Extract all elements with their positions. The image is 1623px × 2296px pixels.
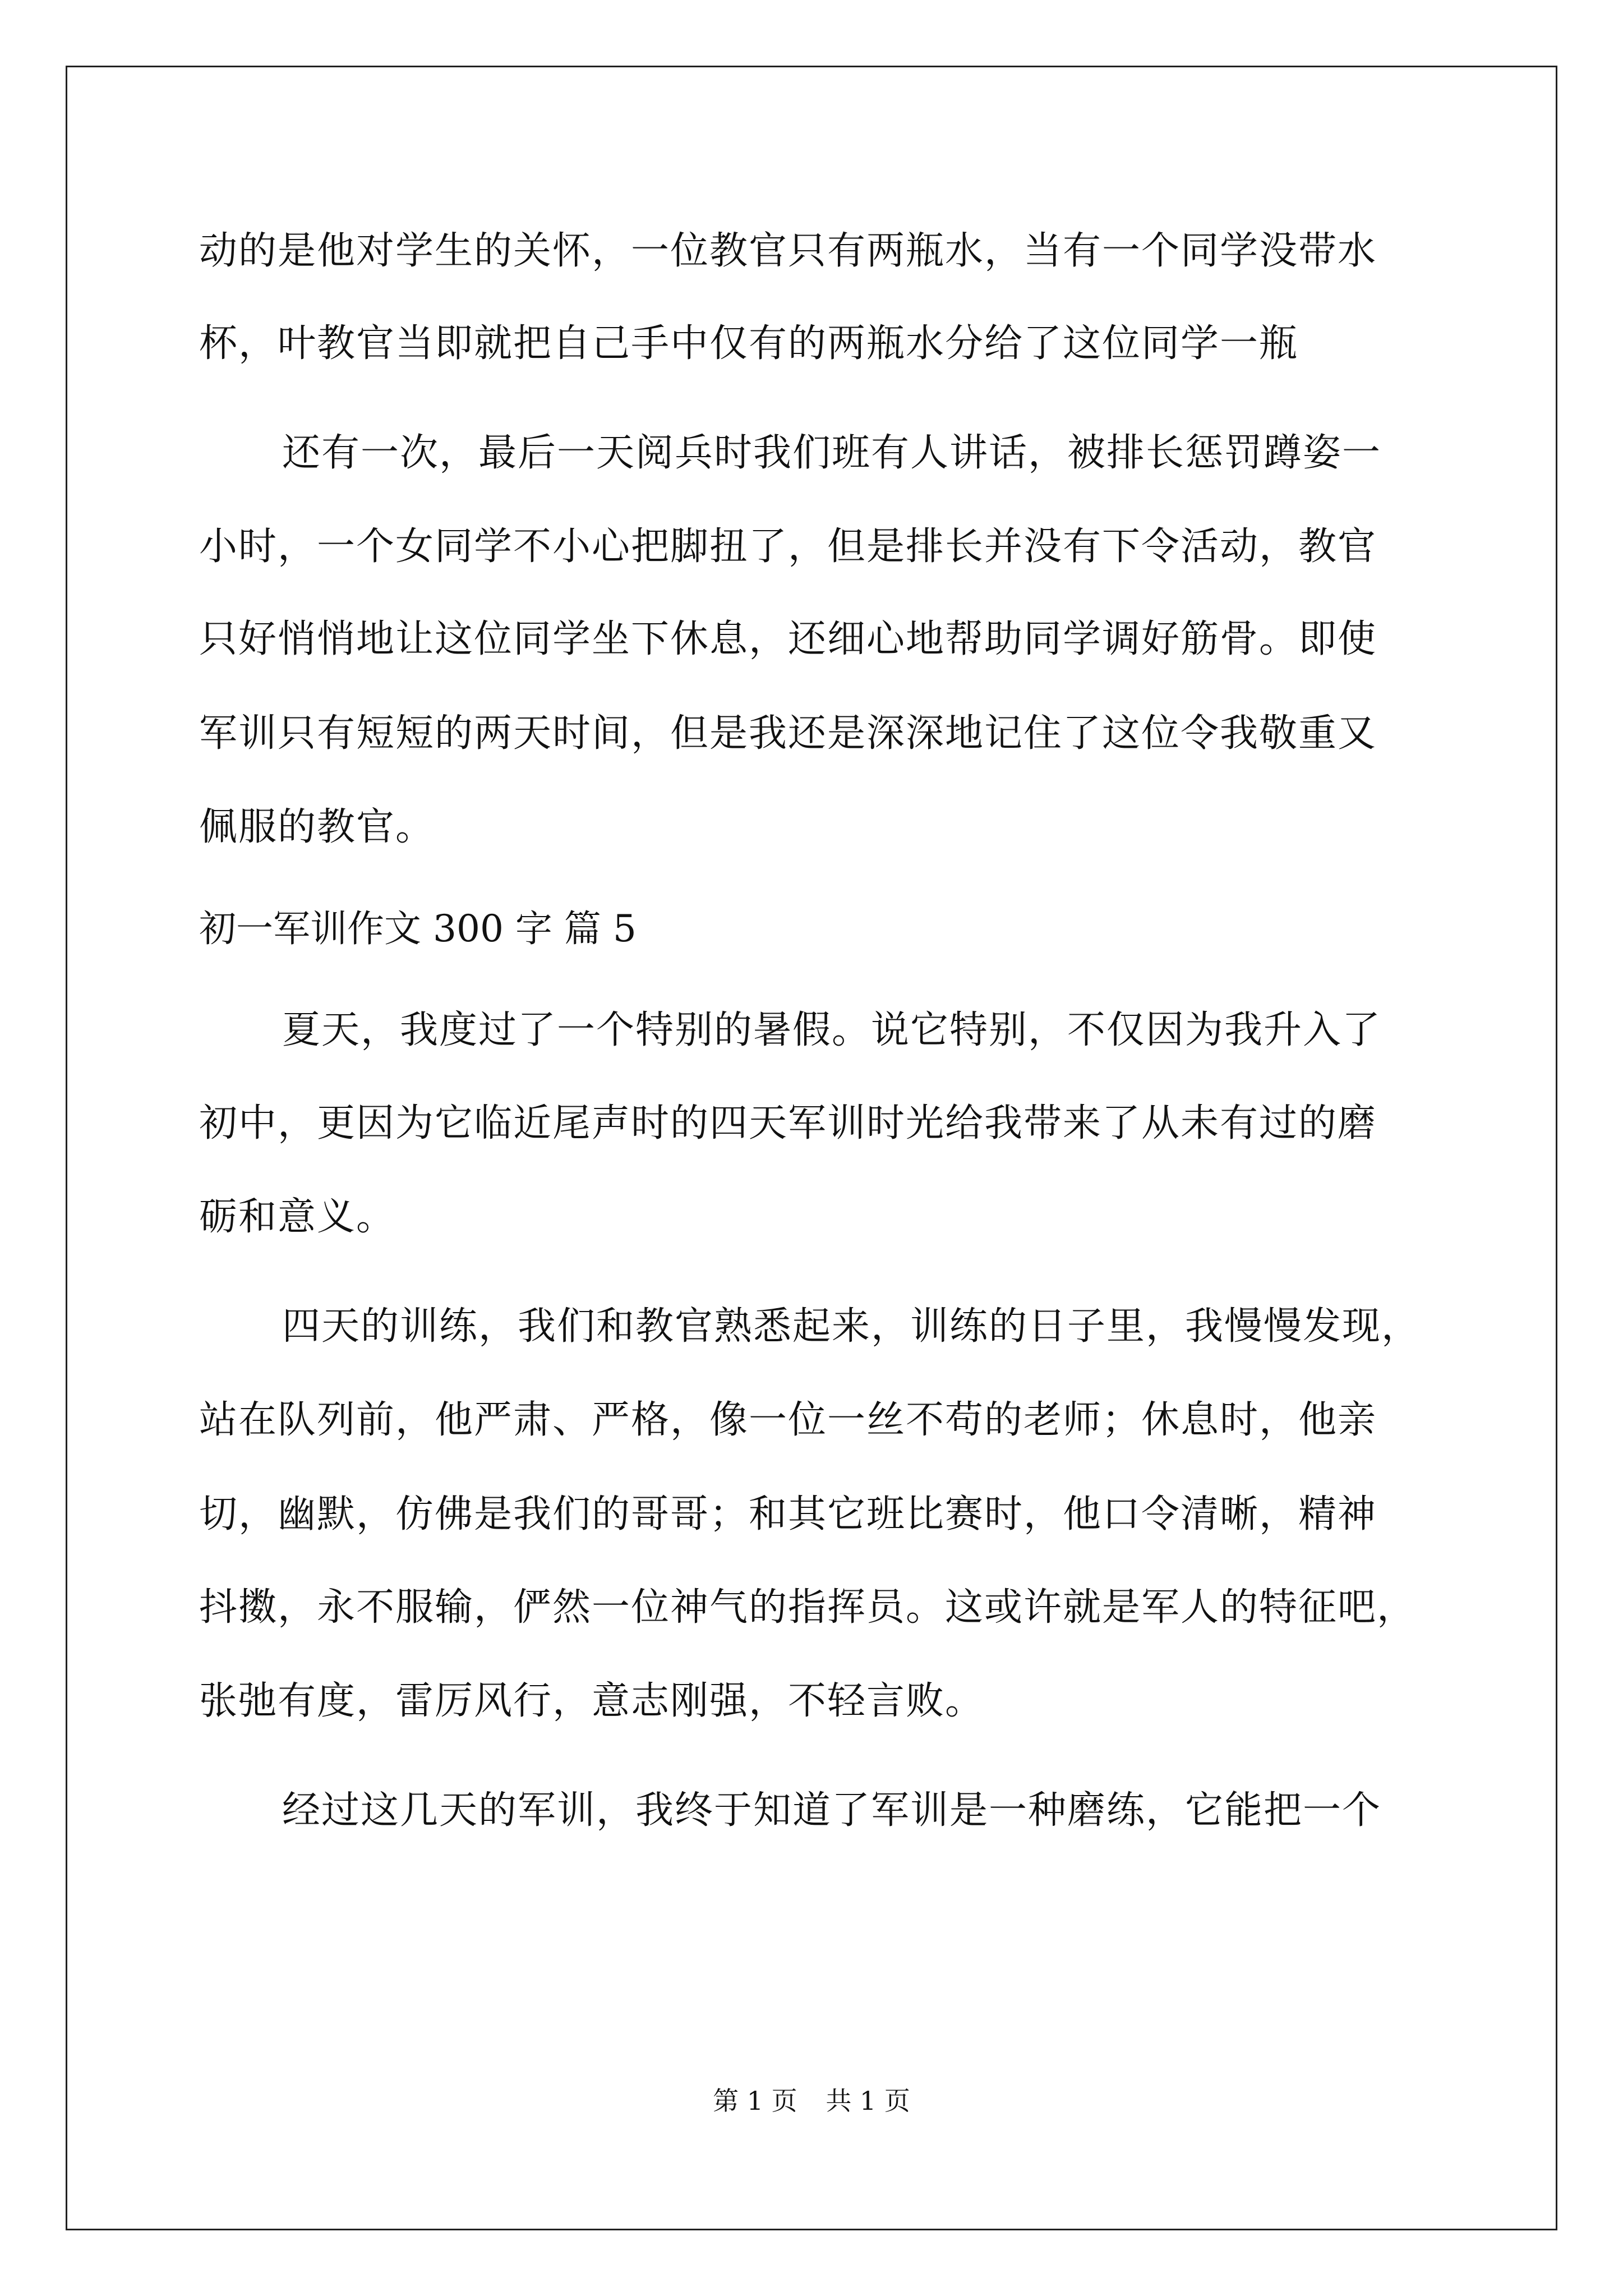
text-line: 小时，一个女同学不小心把脚扭了，但是排长并没有下令活动，教官 <box>199 524 1377 569</box>
page-number-current: 第 1 页 <box>713 2086 797 2116</box>
text-line: 佩服的教官。 <box>199 805 435 849</box>
text-line: 切，幽默，仿佛是我们的哥哥；和其它班比赛时，他口令清晰，精神 <box>199 1492 1377 1536</box>
text-line: 砺和意义。 <box>199 1195 396 1239</box>
text-line: 还有一次，最后一天阅兵时我们班有人讲话，被排长惩罚蹲姿一 <box>282 431 1382 475</box>
text-line: 站在队列前，他严肃、严格，像一位一丝不苟的老师；休息时，他亲 <box>199 1398 1377 1442</box>
text-line: 初中，更因为它临近尾声时的四天军训时光给我带来了从未有过的磨 <box>199 1101 1377 1145</box>
text-line: 军训只有短短的两天时间，但是我还是深深地记住了这位令我敬重又 <box>199 711 1377 756</box>
page-border <box>66 66 1557 2230</box>
page-footer <box>0 2084 1623 2118</box>
text-line: 四天的训练，我们和教官熟悉起来，训练的日子里，我慢慢发现， <box>282 1304 1421 1349</box>
text-line: 杯，叶教官当即就把自己手中仅有的两瓶水分给了这位同学一瓶 <box>199 321 1299 366</box>
text-line: 抖擞，永不服输，俨然一位神气的指挥员。这或许就是军人的特征吧， <box>199 1585 1417 1630</box>
text-line: 只好悄悄地让这位同学坐下休息，还细心地帮助同学调好筋骨。即使 <box>199 617 1377 661</box>
text-line: 经过这几天的军训，我终于知道了军训是一种磨练，它能把一个 <box>282 1788 1382 1833</box>
text-line: 夏天，我度过了一个特别的暑假。说它特别，不仅因为我升入了 <box>282 1008 1382 1052</box>
text-line: 动的是他对学生的关怀，一位教官只有两瓶水，当有一个同学没带水 <box>199 229 1377 273</box>
section-heading: 初一军训作文 300 字 篇 5 <box>199 907 637 950</box>
page-number-total: 共 1 页 <box>826 2086 910 2116</box>
text-line: 张弛有度，雷厉风行，意志刚强，不轻言败。 <box>199 1679 985 1723</box>
